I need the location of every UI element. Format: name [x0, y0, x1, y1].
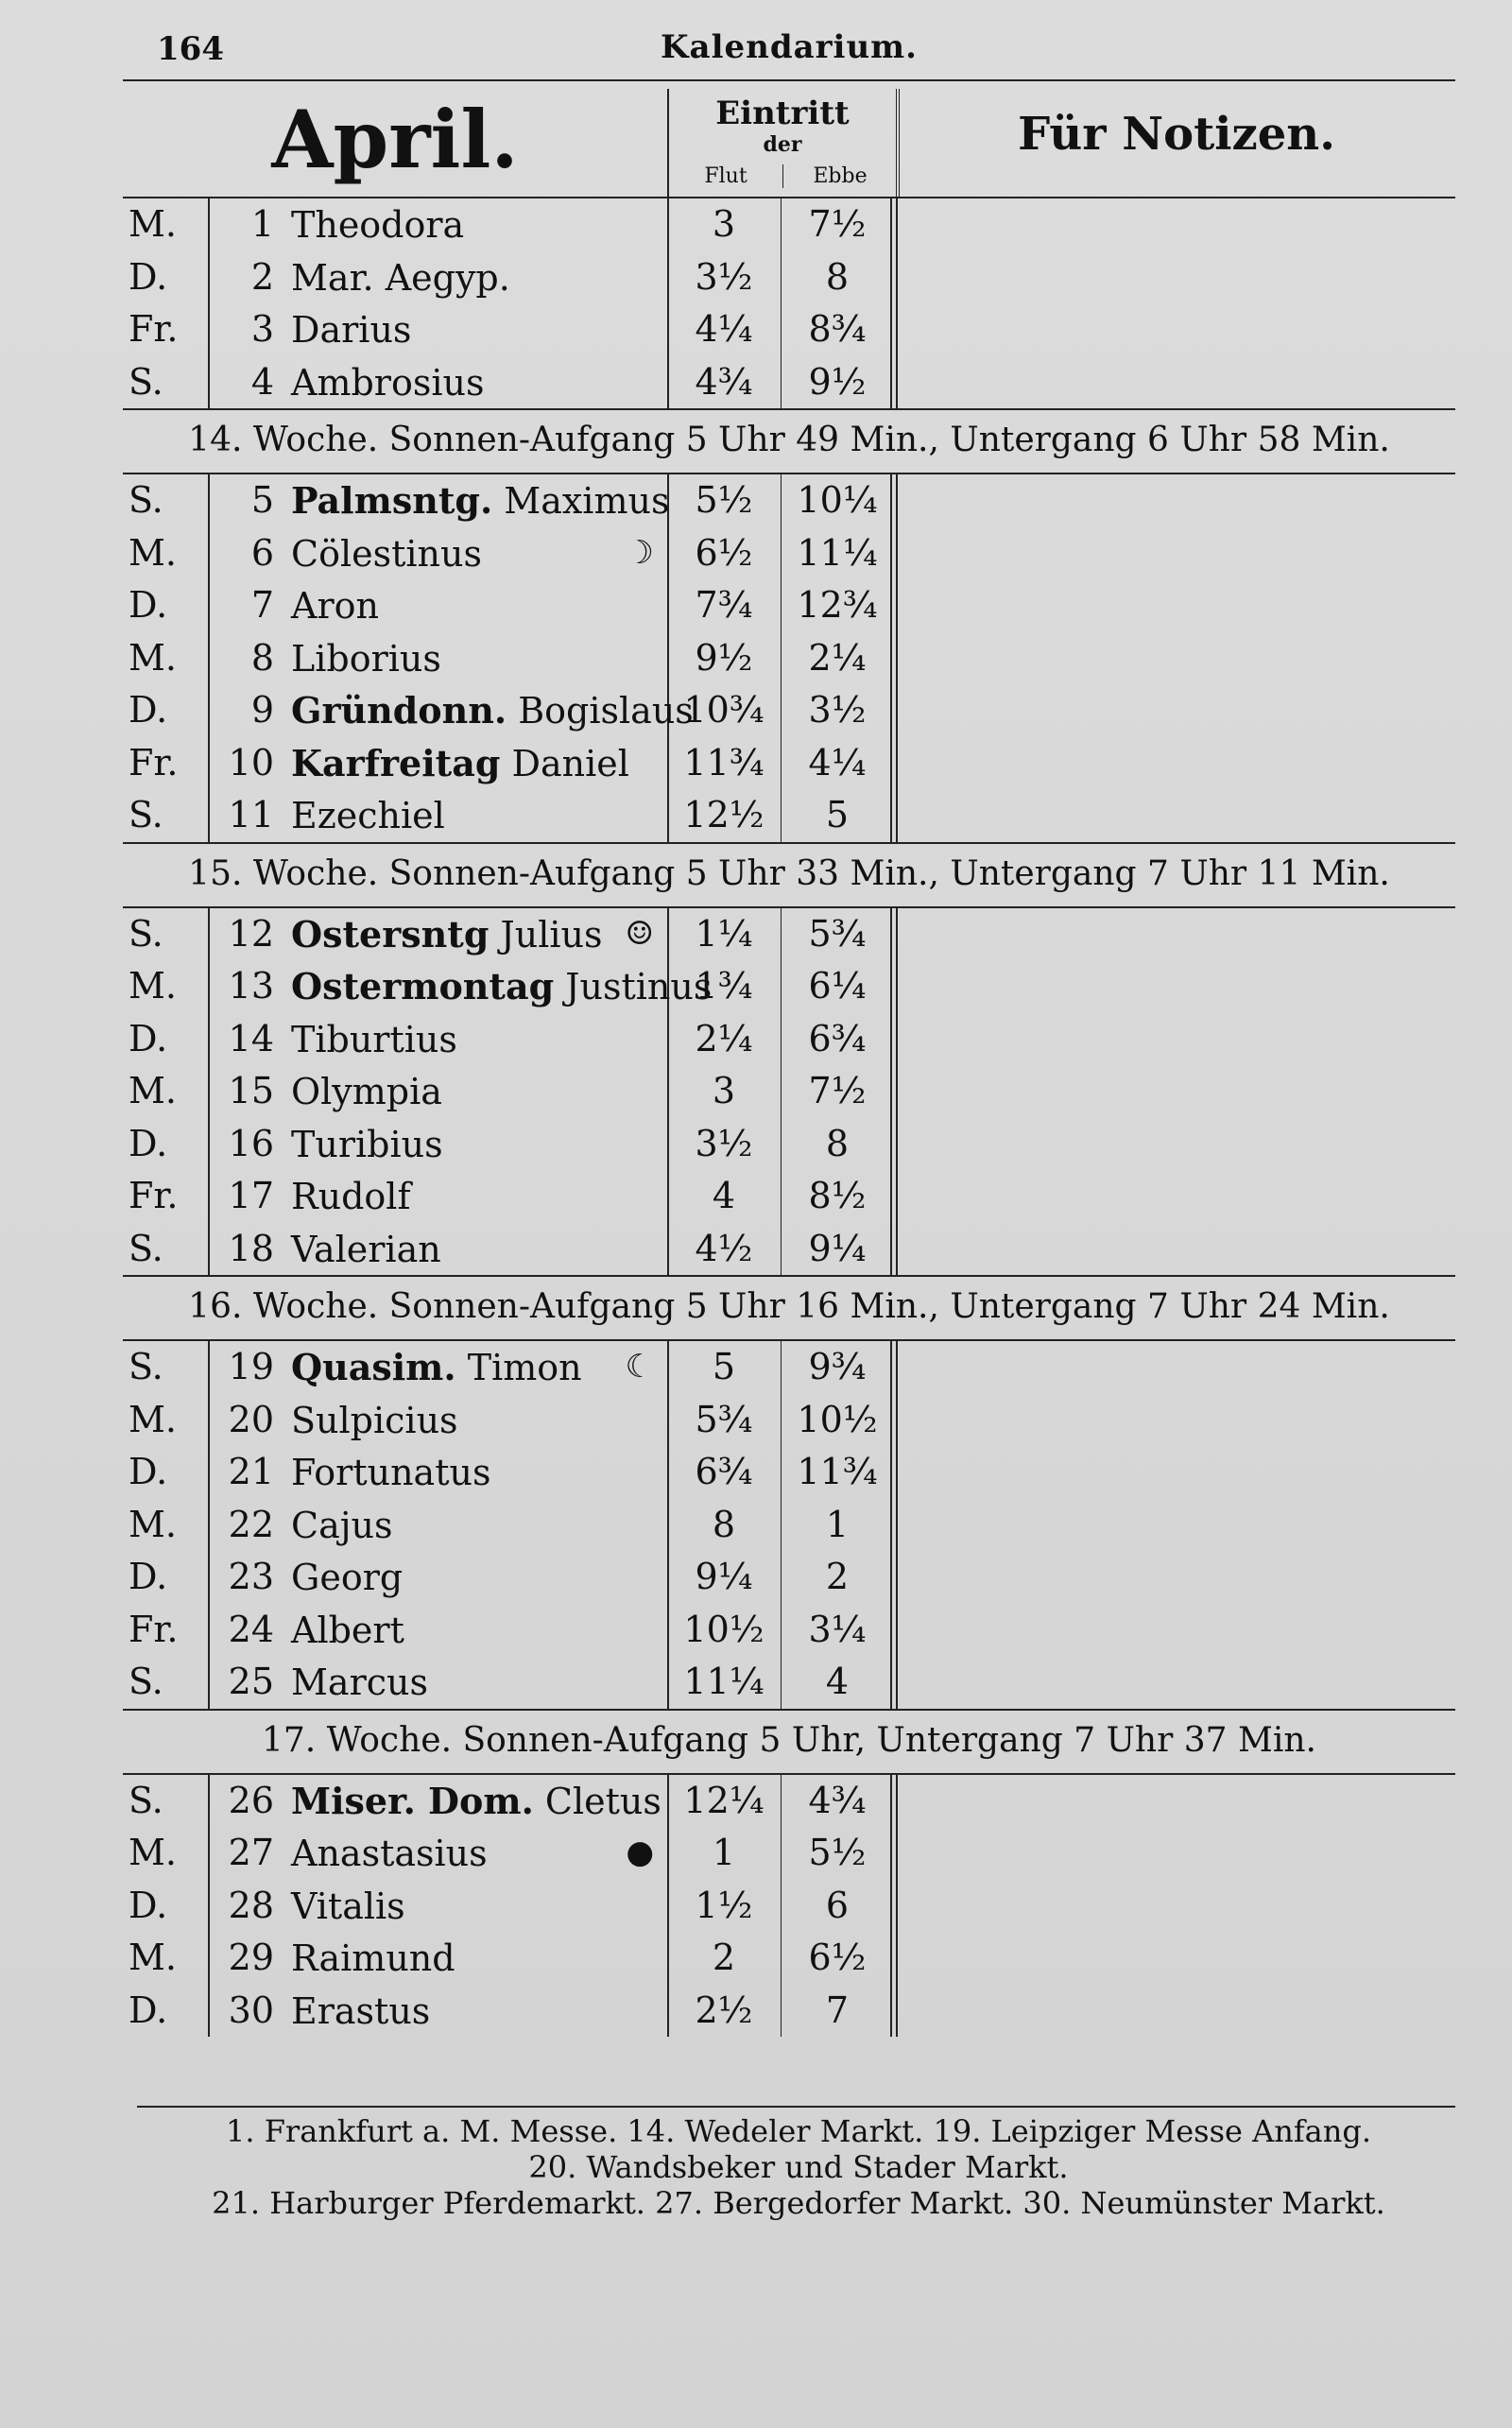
weekday: M.: [129, 1398, 177, 1440]
day-name-cell: [291, 1013, 669, 1066]
ebbe-value: 2¼: [808, 636, 867, 679]
notes-cell[interactable]: [898, 251, 1455, 304]
day-row: [123, 1932, 1455, 1985]
day-row: [123, 1118, 1455, 1171]
notes-header: Für Notizen.: [1018, 108, 1335, 161]
flut-value: 6½: [695, 531, 753, 574]
weekday: D.: [129, 1017, 168, 1059]
ebbe-value: 6¾: [808, 1017, 867, 1059]
day-number: 22: [228, 1503, 274, 1545]
weekday: M.: [129, 1937, 177, 1978]
notes-cell[interactable]: [898, 789, 1455, 842]
weekday: S.: [129, 479, 163, 521]
day-row: [123, 684, 1455, 737]
flut-value: 4¾: [695, 360, 753, 403]
day-number: 23: [228, 1556, 274, 1597]
day-name-cell: [291, 1775, 669, 1828]
notes-cell[interactable]: [898, 684, 1455, 737]
eintritt-label: Eintritt: [715, 95, 850, 132]
day-row: [123, 1499, 1455, 1552]
day-row: [123, 1013, 1455, 1066]
day-row: [123, 1551, 1455, 1604]
weekday: M.: [129, 636, 177, 679]
flut-value: 3: [712, 203, 736, 245]
footnote-line: 21. Harburger Pferdemarkt. 27. Bergedorfer Markt. 30. Neumünster Markt.: [212, 2185, 1385, 2221]
ebbe-value: 10½: [797, 1398, 878, 1440]
notes-cell[interactable]: [898, 1394, 1455, 1447]
day-name-cell: [291, 1394, 669, 1447]
flut-value: 1: [712, 1832, 736, 1873]
day-number: 28: [228, 1884, 274, 1926]
weekday: S.: [129, 794, 163, 835]
saint-name: Timon: [467, 1347, 582, 1388]
saint-name: Cajus: [291, 1504, 393, 1546]
notes-cell[interactable]: [898, 1499, 1455, 1552]
ebbe-value: 9¾: [808, 1346, 867, 1387]
notes-cell[interactable]: [898, 356, 1455, 409]
day-number: 21: [228, 1451, 274, 1492]
saint-name: Theodora: [291, 204, 465, 246]
day-row: [123, 1341, 1455, 1394]
day-number: 24: [228, 1608, 274, 1650]
day-number: 1: [250, 203, 274, 245]
flut-value: 10¾: [683, 689, 765, 731]
flut-value: 11¼: [683, 1661, 765, 1702]
notes-cell[interactable]: [898, 908, 1455, 961]
day-name-cell: [291, 960, 713, 1013]
day-row: [123, 356, 1455, 409]
weekday: D.: [129, 1884, 168, 1926]
notes-cell[interactable]: [898, 1604, 1455, 1657]
holiday-name: Karfreitag: [291, 741, 501, 784]
day-name-cell: [291, 579, 669, 632]
saint-name: Ambrosius: [291, 361, 485, 404]
weekday: S.: [129, 1346, 163, 1387]
weekday: D.: [129, 689, 168, 731]
ebbe-value: 3½: [808, 689, 867, 731]
day-row: [123, 251, 1455, 304]
day-row: [123, 908, 1455, 961]
notes-cell[interactable]: [898, 1985, 1455, 2038]
table-header: [123, 89, 1455, 198]
ebbe-value: 5½: [808, 1832, 867, 1873]
flut-value: 9¼: [695, 1556, 753, 1597]
flut-value: 4¼: [695, 308, 753, 350]
saint-name: Julius: [500, 913, 603, 956]
saint-name: Marcus: [291, 1662, 428, 1703]
day-row: [123, 1827, 1455, 1880]
weekday: Fr.: [129, 308, 179, 350]
day-row: [123, 1065, 1455, 1118]
notes-cell[interactable]: [898, 632, 1455, 685]
notes-cell[interactable]: [898, 1013, 1455, 1066]
day-number: 29: [228, 1937, 274, 1978]
day-row: [123, 1446, 1455, 1499]
notes-cell[interactable]: [898, 1223, 1455, 1276]
flut-value: 11¾: [683, 741, 765, 784]
weekday: D.: [129, 1989, 168, 2031]
weekday: S.: [129, 360, 163, 403]
day-name-cell: [291, 1170, 669, 1223]
day-name-cell: [291, 1932, 669, 1985]
flut-value: 1¾: [695, 965, 753, 1007]
day-number: 25: [228, 1661, 274, 1702]
day-name-cell: [291, 198, 669, 251]
notes-cell[interactable]: [898, 1775, 1455, 1828]
day-number: 19: [228, 1346, 274, 1387]
flut-value: 12¼: [683, 1779, 765, 1821]
day-number: 11: [228, 794, 274, 835]
saint-name: Rudolf: [291, 1176, 411, 1217]
saint-name: Daniel: [511, 742, 629, 784]
day-name-cell: [291, 527, 669, 580]
weekday: M.: [129, 531, 177, 574]
day-name-cell: [291, 1446, 669, 1499]
flut-value: 2¼: [695, 1017, 753, 1059]
day-name-cell: [291, 303, 669, 356]
saint-name: Erastus: [291, 1989, 431, 2032]
day-number: 9: [250, 689, 274, 731]
day-name-cell: [291, 908, 669, 961]
page-number: 164: [157, 30, 224, 68]
day-name-cell: [291, 1065, 669, 1118]
ebbe-value: 1: [825, 1503, 850, 1545]
flut-label: Flut: [704, 164, 747, 188]
ebbe-value: 4: [825, 1661, 850, 1702]
moon-phase-icon: ☺: [625, 914, 654, 953]
saint-name: Justinus: [565, 966, 713, 1007]
day-number: 8: [250, 636, 274, 679]
day-number: 20: [228, 1398, 274, 1440]
ebbe-label: Ebbe: [782, 164, 897, 188]
day-name-cell: [291, 789, 669, 842]
flut-value: 5½: [695, 479, 753, 521]
day-row: [123, 527, 1455, 580]
day-name-cell: [291, 1223, 669, 1276]
day-row: [123, 1394, 1455, 1447]
day-name-cell: [291, 1656, 669, 1709]
saint-name: Olympia: [291, 1071, 442, 1112]
flut-value: 5¾: [695, 1398, 753, 1440]
ebbe-value: 8½: [808, 1175, 867, 1216]
flut-value: 2: [712, 1937, 736, 1978]
ebbe-value: 9½: [808, 360, 867, 403]
flut-value: 3: [712, 1070, 736, 1111]
day-name-cell: [291, 1499, 669, 1552]
ebbe-value: 5: [825, 794, 850, 835]
day-row: [123, 1985, 1455, 2038]
day-number: 10: [228, 741, 274, 784]
day-number: 12: [228, 912, 274, 955]
calendar-table: [123, 89, 1455, 2037]
notes-cell[interactable]: [898, 1341, 1455, 1394]
day-name-cell: [291, 356, 669, 409]
saint-name: Liborius: [291, 637, 441, 680]
day-number: 5: [250, 479, 274, 521]
day-name-cell: [291, 1551, 669, 1604]
moon-phase-icon: ●: [626, 1834, 654, 1871]
weekday: M.: [129, 965, 177, 1007]
day-row: [123, 303, 1455, 356]
notes-cell[interactable]: [898, 1065, 1455, 1118]
saint-name: Mar. Aegyp.: [291, 256, 510, 299]
ebbe-value: 6¼: [808, 965, 867, 1007]
day-row: [123, 632, 1455, 685]
ebbe-value: 6: [825, 1884, 850, 1926]
running-title: Kalendarium.: [660, 28, 918, 66]
weekday: S.: [129, 1661, 163, 1702]
day-name-cell: [291, 1604, 669, 1657]
weekday: D.: [129, 1451, 168, 1492]
day-row: [123, 1880, 1455, 1933]
ebbe-value: 9¼: [808, 1227, 867, 1269]
holiday-name: Quasim.: [291, 1346, 456, 1388]
day-row: [123, 737, 1455, 790]
month-title: April.: [271, 93, 519, 186]
flut-value: 2½: [695, 1989, 753, 2031]
day-number: 13: [228, 965, 274, 1007]
ebbe-value: 7: [825, 1989, 850, 2031]
ebbe-value: 6½: [808, 1937, 867, 1978]
notes-cell[interactable]: [898, 198, 1455, 251]
saint-name: Fortunatus: [291, 1452, 491, 1493]
ebbe-value: 8: [825, 1122, 850, 1164]
day-name-cell: [291, 1118, 669, 1171]
week-block: [123, 198, 1455, 408]
day-number: 26: [228, 1779, 274, 1821]
header-rule: [123, 79, 1455, 81]
saint-name: Anastasius: [291, 1833, 488, 1874]
holiday-name: Miser. Dom.: [291, 1779, 534, 1822]
page-header: [123, 23, 1455, 79]
notes-cell[interactable]: [898, 1551, 1455, 1604]
weekday: D.: [129, 584, 168, 626]
day-row: [123, 789, 1455, 842]
day-number: 14: [228, 1017, 274, 1059]
flut-value: 8: [712, 1503, 736, 1545]
notes-cell[interactable]: [898, 1932, 1455, 1985]
day-number: 7: [250, 584, 274, 626]
day-number: 30: [228, 1989, 274, 2031]
saint-name: Albert: [291, 1609, 404, 1651]
ebbe-value: 8¾: [808, 308, 867, 350]
weekday: Fr.: [129, 1608, 179, 1650]
flut-value: 7¾: [695, 584, 753, 626]
saint-name: Vitalis: [291, 1885, 405, 1927]
week-block: [123, 1341, 1455, 1709]
notes-cell[interactable]: [898, 1446, 1455, 1499]
day-number: 6: [250, 531, 274, 574]
saint-name: Raimund: [291, 1937, 455, 1979]
weekday: M.: [129, 1503, 177, 1545]
week-block: [123, 908, 1455, 1276]
weeks-container: [123, 198, 1455, 2037]
day-row: [123, 1604, 1455, 1657]
week-sun-info: 14. Woche. Sonnen-Aufgang 5 Uhr 49 Min., Untergang 6 Uhr 58 Min.: [123, 408, 1455, 474]
notes-cell[interactable]: [898, 474, 1455, 527]
week-sun-info: 17. Woche. Sonnen-Aufgang 5 Uhr, Untergang 7 Uhr 37 Min.: [123, 1709, 1455, 1775]
ebbe-value: 12¾: [797, 584, 878, 626]
ebbe-value: 8: [825, 255, 850, 298]
notes-cell[interactable]: [898, 737, 1455, 790]
ebbe-value: 11¾: [797, 1451, 878, 1492]
saint-name: Maximus: [504, 480, 670, 522]
day-name-cell: [291, 1880, 669, 1933]
moon-phase-icon: ☽: [625, 533, 654, 572]
ebbe-value: 2: [825, 1556, 850, 1597]
footnote-line: 1. Frankfurt a. M. Messe. 14. Wedeler Markt. 19. Leipziger Messe Anfang.: [225, 2113, 1371, 2149]
saint-name: Cletus: [544, 1780, 662, 1822]
week-block: [123, 474, 1455, 842]
day-row: [123, 198, 1455, 251]
flut-value: 5: [712, 1346, 736, 1387]
weekday: M.: [129, 203, 177, 245]
week-sun-info: 15. Woche. Sonnen-Aufgang 5 Uhr 33 Min., Untergang 7 Uhr 11 Min.: [123, 842, 1455, 908]
notes-cell[interactable]: [898, 579, 1455, 632]
saint-name: Cölestinus: [291, 532, 482, 575]
saint-name: Valerian: [291, 1228, 441, 1270]
day-name-cell: [291, 474, 669, 527]
saint-name: Bogislaus: [518, 690, 694, 732]
week-block: [123, 1775, 1455, 2038]
weekday: S.: [129, 1779, 163, 1821]
notes-cell[interactable]: [898, 960, 1455, 1013]
saint-name: Tiburtius: [291, 1018, 457, 1060]
der-label: der: [763, 132, 802, 157]
ebbe-value: 3¼: [808, 1608, 867, 1650]
flut-value: 1½: [695, 1884, 753, 1926]
ebbe-value: 10¼: [797, 479, 878, 521]
saint-name: Aron: [291, 585, 379, 627]
flut-value: 12½: [683, 794, 765, 835]
flut-value: 4½: [695, 1227, 753, 1269]
day-name-cell: [291, 1827, 669, 1880]
weekday: D.: [129, 1122, 168, 1164]
weekday: Fr.: [129, 1175, 179, 1216]
saint-name: Georg: [291, 1557, 404, 1598]
day-row: [123, 579, 1455, 632]
notes-cell[interactable]: [898, 303, 1455, 356]
weekday: Fr.: [129, 741, 179, 784]
weekday: D.: [129, 255, 168, 298]
week-sun-info: 16. Woche. Sonnen-Aufgang 5 Uhr 16 Min., Untergang 7 Uhr 24 Min.: [123, 1275, 1455, 1341]
tide-header: [667, 89, 900, 197]
day-row: [123, 1775, 1455, 1828]
weekday: S.: [129, 1227, 163, 1269]
flut-value: 10½: [683, 1608, 765, 1650]
day-number: 4: [250, 360, 274, 403]
day-row: [123, 1170, 1455, 1223]
flut-value: 1¼: [695, 912, 753, 955]
saint-name: Turibius: [291, 1123, 443, 1165]
day-number: 2: [250, 255, 274, 298]
ebbe-value: 7½: [808, 1070, 867, 1111]
footnote-line: 20. Wandsbeker und Stader Markt.: [528, 2149, 1069, 2185]
notes-cell[interactable]: [898, 1880, 1455, 1933]
day-number: 16: [228, 1122, 274, 1164]
day-name-cell: [291, 1341, 669, 1394]
day-number: 15: [228, 1070, 274, 1111]
moon-phase-icon: ☾: [625, 1348, 654, 1386]
notes-cell[interactable]: [898, 527, 1455, 580]
holiday-name: Gründonn.: [291, 689, 507, 732]
day-name-cell: [291, 737, 669, 790]
day-number: 27: [228, 1832, 274, 1873]
ebbe-value: 5¾: [808, 912, 867, 955]
holiday-name: Ostersntg: [291, 912, 490, 956]
weekday: M.: [129, 1070, 177, 1111]
notes-cell[interactable]: [898, 1118, 1455, 1171]
day-row: [123, 960, 1455, 1013]
ebbe-value: 4¾: [808, 1779, 867, 1821]
day-row: [123, 1223, 1455, 1276]
holiday-name: Ostermontag: [291, 965, 555, 1007]
day-number: 18: [228, 1227, 274, 1269]
notes-cell[interactable]: [898, 1170, 1455, 1223]
flut-value: 6¾: [695, 1451, 753, 1492]
notes-cell[interactable]: [898, 1827, 1455, 1880]
day-number: 3: [250, 308, 274, 350]
day-number: 17: [228, 1175, 274, 1216]
day-name-cell: [291, 684, 694, 737]
notes-cell[interactable]: [898, 1656, 1455, 1709]
weekday: S.: [129, 912, 163, 955]
day-name-cell: [291, 251, 669, 304]
day-name-cell: [291, 1985, 669, 2038]
day-row: [123, 474, 1455, 527]
saint-name: Darius: [291, 309, 412, 351]
flut-value: 9½: [695, 636, 753, 679]
ebbe-value: 4¼: [808, 741, 867, 784]
ebbe-value: 7½: [808, 203, 867, 245]
saint-name: Ezechiel: [291, 795, 445, 836]
flut-value: 4: [712, 1175, 736, 1216]
ebbe-value: 11¼: [797, 531, 878, 574]
day-row: [123, 1656, 1455, 1709]
holiday-name: Palmsntg.: [291, 479, 493, 522]
weekday: M.: [129, 1832, 177, 1873]
weekday: D.: [129, 1556, 168, 1597]
footnotes: [142, 2113, 1455, 2221]
flut-value: 3½: [695, 255, 753, 298]
saint-name: Sulpicius: [291, 1399, 458, 1441]
day-name-cell: [291, 632, 669, 685]
footnote-rule: [137, 2106, 1455, 2108]
flut-value: 3½: [695, 1122, 753, 1164]
